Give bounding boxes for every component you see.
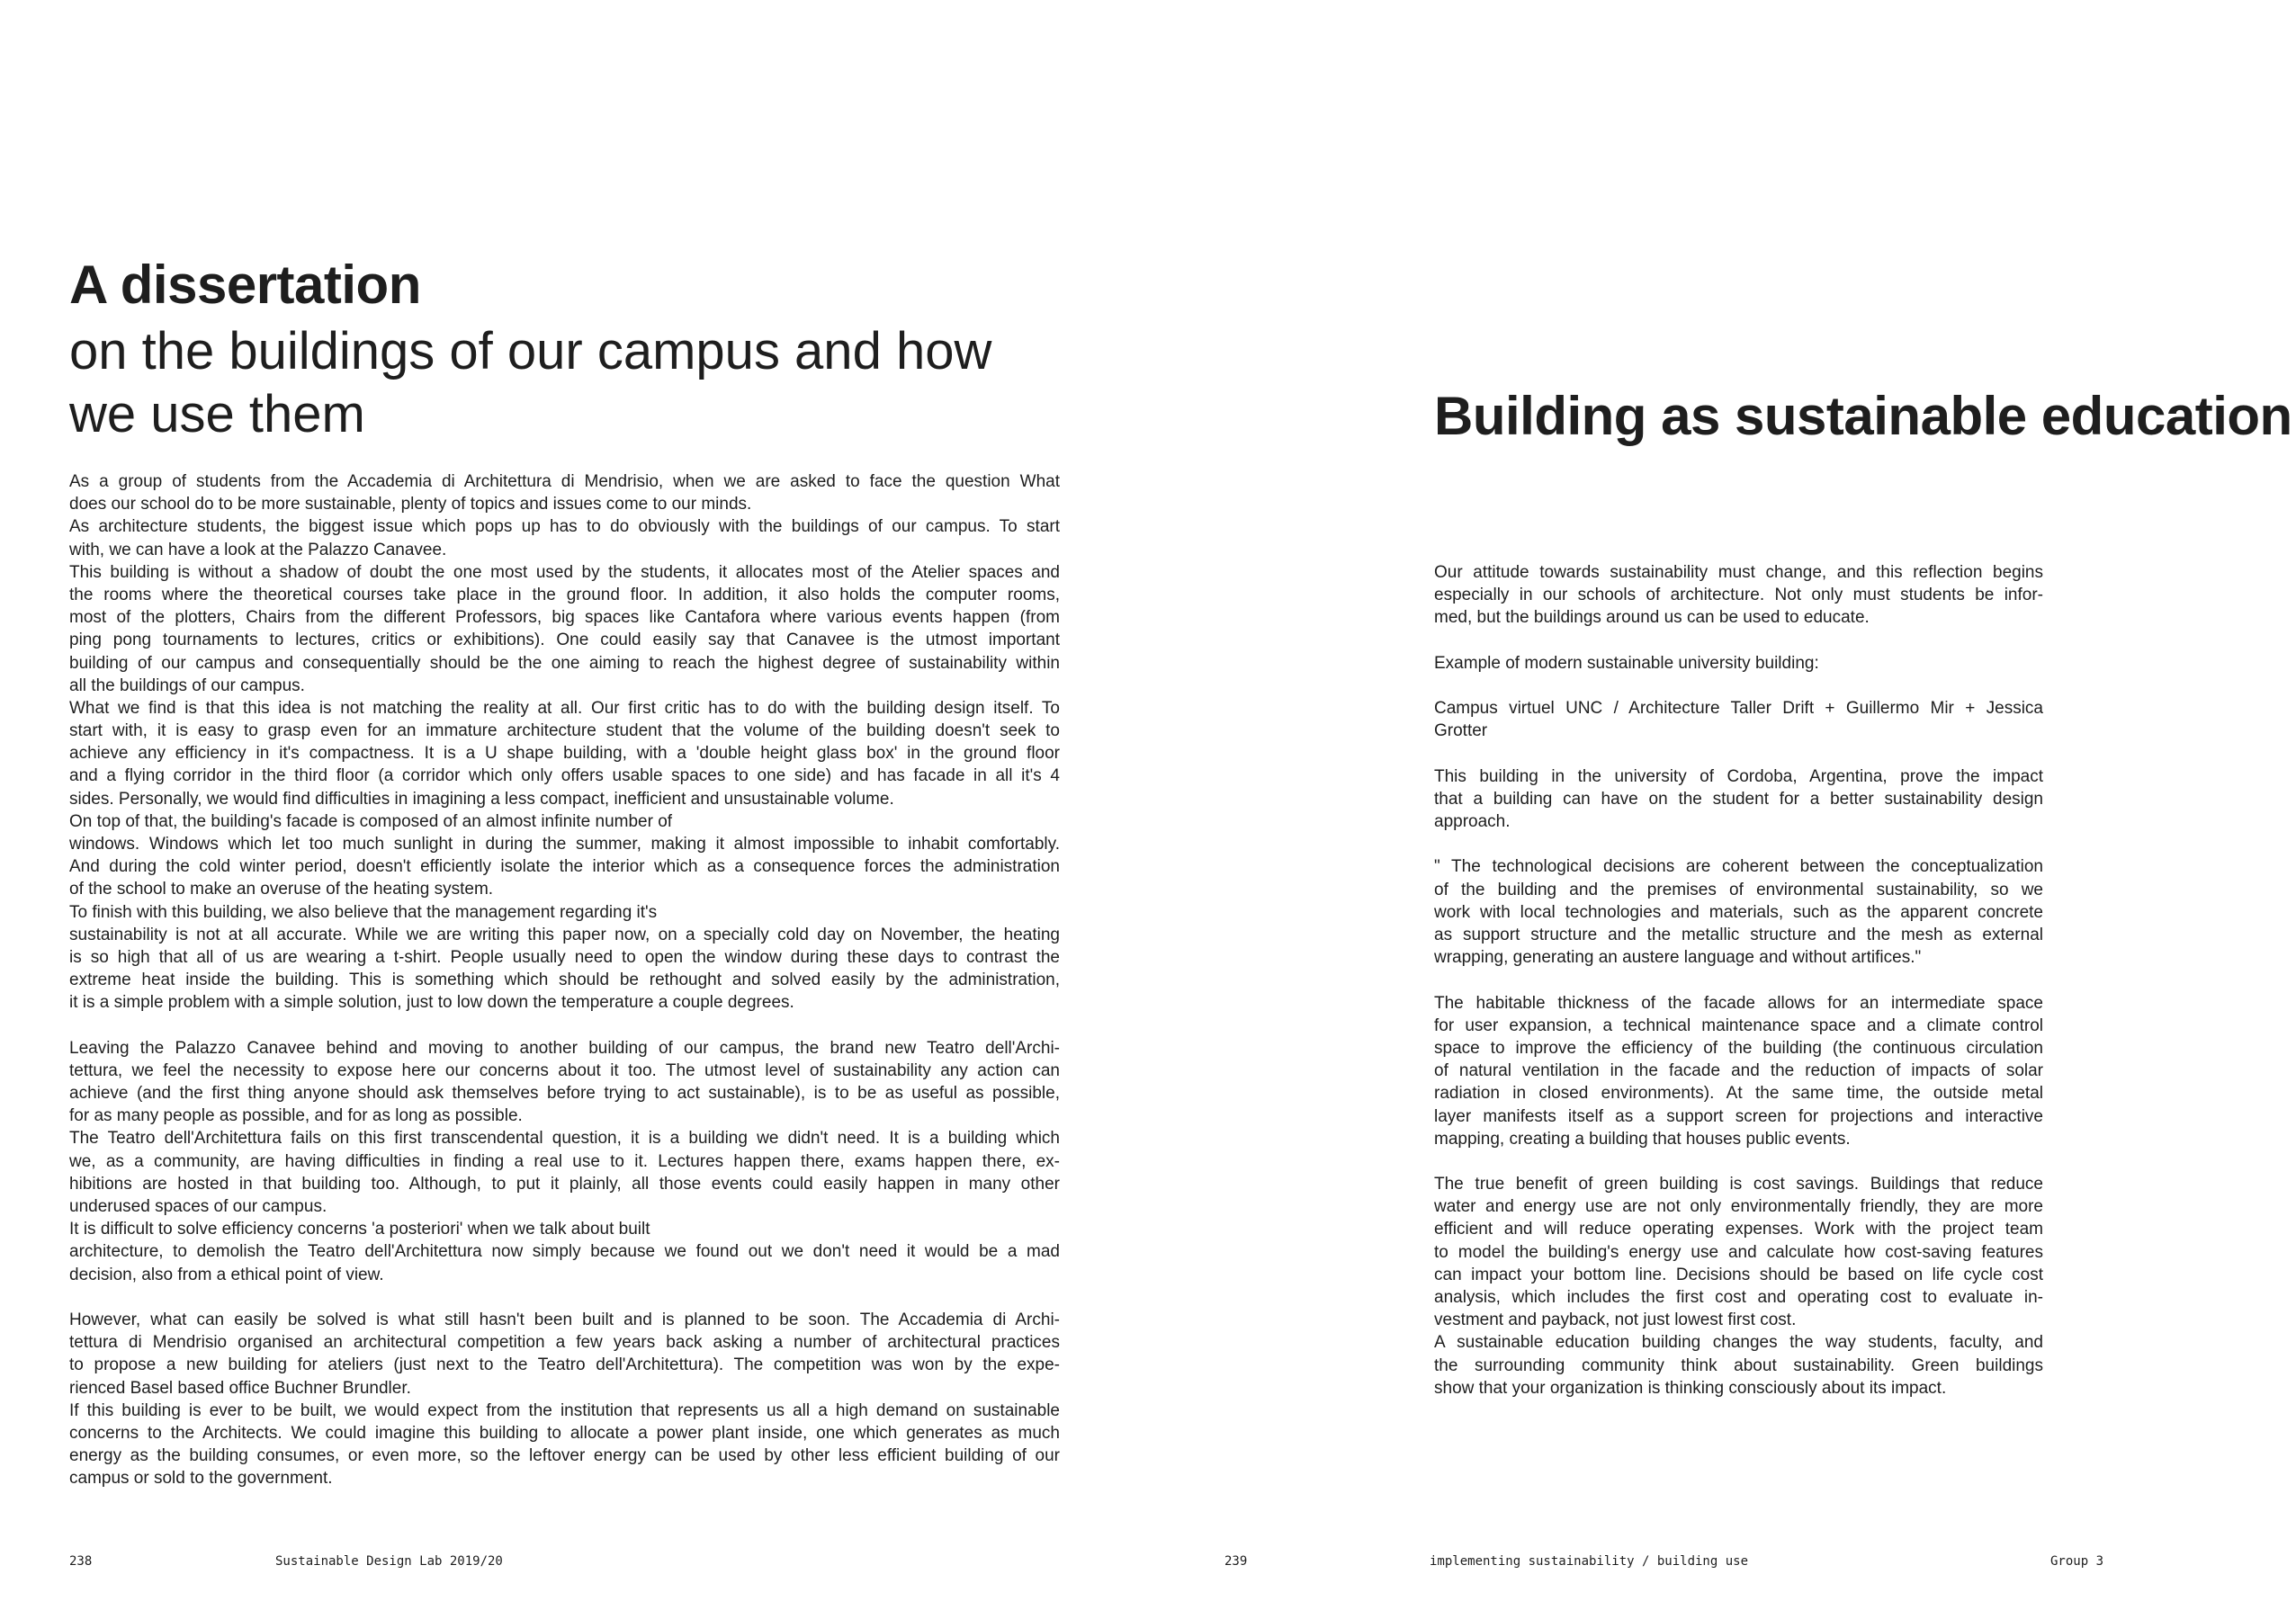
paragraph bbox=[69, 901, 1060, 924]
text-line: that a building can have on the student for a better sustainability design bbox=[1434, 789, 2043, 809]
paragraph bbox=[69, 833, 1060, 901]
text-line: as support structure and the metallic structure and the mesh as external bbox=[1434, 926, 2043, 944]
text-line: Our attitude towards sustainability must change, and this reflection begins bbox=[1434, 563, 2043, 582]
text-line: work with local technologies and materials, such as the apparent concrete bbox=[1434, 902, 2043, 922]
left-page-number: 238 bbox=[69, 1554, 93, 1569]
paragraph bbox=[1434, 992, 2043, 1150]
text-line: tettura, we feel the necessity to expose here our concerns about it too. The utmost level of sustainability any action can bbox=[69, 1060, 1060, 1080]
text-line: architecture, to demolish the Teatro dell'Architettura now simply because we found out we don't need it would be a mad bbox=[69, 1242, 1060, 1262]
text-line: This building in the university of Cordoba, Argentina, prove the impact bbox=[1434, 766, 2043, 786]
text-line: decision, also from a ethical point of view. bbox=[69, 1265, 384, 1284]
text-line: show that your organization is thinking consciously about its impact. bbox=[1434, 1378, 1947, 1398]
text-line: of natural ventilation in the facade and the reduction of impacts of solar bbox=[1434, 1061, 2043, 1081]
text-line: What we find is that this idea is not matching the reality at all. Our first critic has to do with the building design itself. To bbox=[69, 698, 1060, 718]
text-line: energy as the building consumes, or even more, so the leftover energy can be used by other less efficient building of our bbox=[69, 1446, 1060, 1466]
text-line: The Teatro dell'Architettura fails on this first transcendental question, it is a building we didn't need. It is a building which bbox=[69, 1129, 1060, 1149]
text-line: can impact your bottom line. Decisions should be based on life cycle cost bbox=[1434, 1265, 2043, 1284]
text-line: and a flying corridor in the third floor (a corridor which only offers usable spaces to one side) and has facade in all it's 4 bbox=[69, 766, 1060, 786]
paragraph bbox=[69, 810, 1060, 833]
text-line: Leaving the Palazzo Canavee behind and moving to another building of our campus, the brand new Teatro dell'Archi- bbox=[69, 1038, 1060, 1058]
left-running-title: Sustainable Design Lab 2019/20 bbox=[275, 1554, 503, 1569]
text-line: However, what can easily be solved is what still hasn't been built and is planned to be soon. The Accademia di Archi- bbox=[69, 1310, 1060, 1329]
paragraph bbox=[69, 1037, 1060, 1128]
text-line: On top of that, the building's facade is composed of an almost infinite number of bbox=[69, 811, 673, 831]
text-line: achieve (and the first thing anyone should ask themselves before trying to act sustainable), is to be as useful as possible, bbox=[69, 1084, 1060, 1104]
text-line: efficient and will reduce operating expenses. Work with the project team bbox=[1434, 1220, 2043, 1239]
right-page-number: 239 bbox=[1224, 1554, 1248, 1569]
paragraph bbox=[69, 1240, 1060, 1285]
paragraph bbox=[1434, 1173, 2043, 1331]
text-line: all the buildings of our campus. bbox=[69, 675, 305, 695]
text-line: achieve any efficiency in it's compactness. It is a U shape building, with a 'double height glass box' in the ground floor bbox=[69, 744, 1060, 764]
paragraph bbox=[69, 1218, 1060, 1240]
text-line: windows. Windows which let too much sunlight in during the summer, making it almost impossible to inhabit comfortably. bbox=[69, 835, 1060, 854]
right-running-title: implementing sustainability / building use bbox=[1430, 1554, 1749, 1569]
text-line: to propose a new building for ateliers (just next to the Teatro dell'Architettura). The competition was won by the expe- bbox=[69, 1355, 1060, 1375]
text-line: wrapping, generating an austere language and without artifices." bbox=[1434, 948, 1922, 968]
paragraph bbox=[69, 1309, 1060, 1400]
subtitle-line: we use them bbox=[69, 385, 365, 443]
text-line: does our school do to be more sustainable, plenty of topics and issues come to our minds. bbox=[69, 495, 752, 514]
text-line: " The technological decisions are coherent between the conceptualization bbox=[1434, 857, 2043, 877]
paragraph bbox=[1434, 855, 2043, 969]
text-line: sides. Personally, we would find difficulties in imagining a less compact, inefficient and unsustainable volume. bbox=[69, 789, 894, 809]
text-line: the rooms where the theoretical courses take place in the ground floor. In addition, it also holds the computer rooms, bbox=[69, 585, 1060, 604]
paragraph bbox=[69, 470, 1060, 515]
text-line: This building is without a shadow of doubt the one most used by the students, it allocates most of the Atelier spaces and bbox=[69, 562, 1060, 582]
paragraph bbox=[69, 515, 1060, 560]
text-line: of the school to make an overuse of the heating system. bbox=[69, 880, 494, 899]
text-line: to model the building's energy use and calculate how cost-saving features bbox=[1434, 1242, 2043, 1262]
text-line: mapping, creating a building that houses public events. bbox=[1434, 1129, 1851, 1149]
paragraph bbox=[1434, 1331, 2043, 1400]
text-line: If this building is ever to be built, we would expect from the institution that represents us all a high demand on sustainable bbox=[69, 1400, 1060, 1420]
paragraph bbox=[69, 1127, 1060, 1218]
left-page-subtitle bbox=[69, 320, 991, 446]
paragraph bbox=[69, 924, 1060, 1015]
paragraph bbox=[1434, 561, 2043, 630]
text-line: concerns to the Architects. We could imagine this building to allocate a power plant inside, one which generates as much bbox=[69, 1423, 1060, 1443]
text-line: building of our campus and consequentially should be the one aiming to reach the highest degree of sustainability within bbox=[69, 653, 1060, 673]
text-line: especially in our schools of architecture. Not only must students be infor- bbox=[1434, 586, 2043, 605]
text-line: water and energy use are not only environmentally friendly, they are more bbox=[1434, 1197, 2043, 1217]
text-line: layer manifests itself as a support screen for projections and interactive bbox=[1434, 1106, 2043, 1126]
paragraph bbox=[69, 561, 1060, 697]
text-line: analysis, which includes the first cost and operating cost to evaluate in- bbox=[1434, 1288, 2043, 1307]
text-line: Campus virtuel UNC / Architecture Taller Drift + Guillermo Mir + Jessica bbox=[1434, 699, 2043, 719]
text-line: with, we can have a look at the Palazzo Canavee. bbox=[69, 540, 447, 559]
text-line: Example of modern sustainable university building: bbox=[1434, 653, 1819, 673]
right-body-text bbox=[1434, 561, 2043, 1400]
paragraph bbox=[69, 1400, 1060, 1490]
text-line: vestment and payback, not just lowest first cost. bbox=[1434, 1310, 1797, 1330]
text-line: hibitions are hosted in that building too. Although, to put it plainly, all those events could easily happen in many other bbox=[69, 1174, 1060, 1194]
text-line: for as many people as possible, and for as long as possible. bbox=[69, 1106, 523, 1126]
paragraph bbox=[1434, 652, 2043, 675]
group-label: Group 3 bbox=[2050, 1554, 2104, 1569]
text-line: we, as a community, are having difficulties in finding a real use to it. Lectures happen there, exams happen there, ex- bbox=[69, 1151, 1060, 1171]
text-line: As architecture students, the biggest issue which pops up has to do obviously with the buildings of our campus. To start bbox=[69, 517, 1060, 537]
text-line: campus or sold to the government. bbox=[69, 1469, 333, 1489]
text-line: the surrounding community think about sustainability. Green buildings bbox=[1434, 1355, 2043, 1375]
text-line: underused spaces of our campus. bbox=[69, 1197, 327, 1216]
text-line: rienced Basel based office Buchner Brundler. bbox=[69, 1378, 411, 1398]
text-line: radiation in closed environments). At the same time, the outside metal bbox=[1434, 1084, 2043, 1104]
text-line: med, but the buildings around us can be used to educate. bbox=[1434, 608, 1870, 628]
text-line: The habitable thickness of the facade allows for an intermediate space bbox=[1434, 993, 2043, 1013]
text-line: extreme heat inside the building. This is something which should be rethought and solved easily by the administration, bbox=[69, 970, 1060, 990]
text-line: most of the plotters, Chairs from the different Professors, big spaces like Cantafora where various events happen (from bbox=[69, 608, 1060, 628]
paragraph bbox=[69, 697, 1060, 810]
text-line: it is a simple problem with a simple solution, just to low down the temperature a couple degrees. bbox=[69, 993, 794, 1013]
text-line: Grotter bbox=[1434, 721, 1488, 741]
text-line: As a group of students from the Accademia di Architettura di Mendrisio, when we are asked to face the question What bbox=[69, 472, 1060, 491]
text-line: sustainability is not at all accurate. While we are writing this paper now, on a specially cold day on November, the heating bbox=[69, 925, 1060, 944]
text-line: A sustainable education building changes the way students, faculty, and bbox=[1434, 1333, 2043, 1353]
text-line: It is difficult to solve efficiency concerns 'a posteriori' when we talk about built bbox=[69, 1220, 650, 1239]
paragraph bbox=[1434, 697, 2043, 742]
text-line: is so high that all of us are wearing a t-shirt. People usually need to open the window during these days to contrast the bbox=[69, 947, 1060, 967]
subtitle-line: on the buildings of our campus and how bbox=[69, 322, 992, 380]
text-line: for user expansion, a technical maintenance space and a climate control bbox=[1434, 1015, 2043, 1035]
left-page-title: A dissertation bbox=[69, 255, 421, 315]
text-line: tettura di Mendrisio organised an architectural competition a few years back asking a number of architectural practices bbox=[69, 1333, 1060, 1353]
left-body-text bbox=[69, 470, 1060, 1489]
text-line: The true benefit of green building is cost savings. Buildings that reduce bbox=[1434, 1175, 2043, 1194]
text-line: of the building and the premises of environmental sustainability, so we bbox=[1434, 880, 2043, 899]
paragraph bbox=[1434, 765, 2043, 834]
text-line: space to improve the efficiency of the building (the continuous circulation bbox=[1434, 1038, 2043, 1058]
text-line: start with, it is easy to grasp even for an immature architecture student that the volume of the building doesn't seek to bbox=[69, 721, 1060, 741]
text-line: And during the cold winter period, doesn't efficiently isolate the interior which as a consequence forces the administration bbox=[69, 857, 1060, 877]
text-line: ping pong tournaments to lectures, critics or exhibitions). One could easily say that Canavee is the utmost important bbox=[69, 631, 1060, 650]
right-page-title: Building as sustainable education bbox=[1434, 386, 2292, 446]
text-line: approach. bbox=[1434, 812, 1511, 832]
text-line: To finish with this building, we also believe that the management regarding it's bbox=[69, 902, 658, 922]
